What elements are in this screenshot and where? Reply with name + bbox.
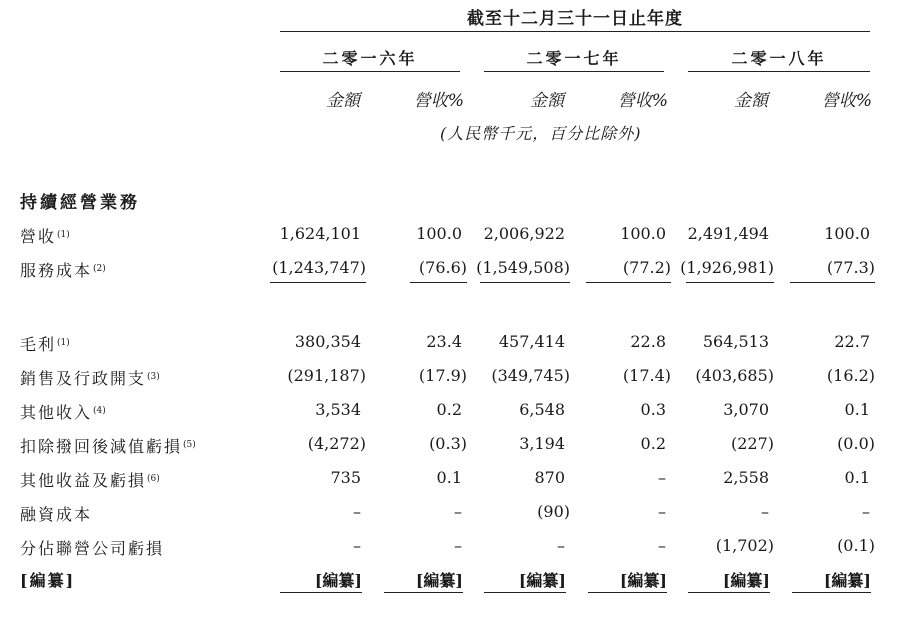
table-cell: (16.2) — [826, 366, 875, 385]
table-cell: 3,070 — [723, 400, 769, 419]
table-cell: (76.6) — [418, 258, 467, 277]
table-cell: [編纂] — [823, 571, 871, 590]
table-cell: 0.1 — [436, 468, 462, 487]
table-cell: (0.0) — [837, 434, 875, 453]
year-header-2018: 二零一八年 — [731, 49, 827, 68]
revenue-pct-header-2017: 營收% — [617, 91, 668, 111]
table-cell: 100.0 — [416, 224, 462, 243]
table-cell: – — [454, 536, 462, 555]
subtotal-rule — [586, 282, 671, 283]
table-cell: 1,624,101 — [279, 224, 361, 243]
amount-header-2016: 金額 — [326, 91, 360, 111]
table-cell: 6,548 — [519, 400, 565, 419]
period-title-rule — [280, 31, 870, 32]
subtotal-rule — [410, 282, 467, 283]
row-label-impairment-losses: 扣除撥回後減值虧損$^{(5)}$ — [20, 437, 196, 456]
table-cell: 564,513 — [702, 332, 769, 351]
table-cell: [編纂] — [415, 571, 463, 590]
table-cell: (0.3) — [429, 434, 467, 453]
row-label-gross-profit: 毛利$^{(1)}$ — [20, 335, 70, 354]
table-cell: 457,414 — [498, 332, 565, 351]
amount-header-2017: 金額 — [530, 91, 564, 111]
table-cell: (1,702) — [715, 536, 774, 555]
table-cell: (77.3) — [826, 258, 875, 277]
table-cell: 3,534 — [315, 400, 361, 419]
table-cell: – — [557, 536, 565, 555]
table-cell: 870 — [534, 468, 565, 487]
amount-header-2018: 金額 — [734, 91, 768, 111]
table-cell: 22.8 — [630, 332, 666, 351]
table-cell: (227) — [730, 434, 774, 453]
table-cell: – — [658, 536, 666, 555]
table-cell: (1,243,747) — [272, 258, 366, 277]
table-cell: (17.4) — [622, 366, 671, 385]
row-label-other-income: 其他收入$^{(4)}$ — [20, 403, 106, 422]
table-cell: 0.1 — [844, 400, 870, 419]
table-cell: (4,272) — [307, 434, 366, 453]
row-label-finance-costs: 融資成本 — [20, 505, 93, 524]
section-title: 持續經營業務 — [20, 193, 140, 213]
table-cell: – — [353, 502, 361, 521]
subtotal-rule — [270, 282, 366, 283]
subtotal-rule — [480, 282, 570, 283]
subtotal-rule — [280, 592, 362, 593]
subtotal-rule — [686, 282, 774, 283]
table-cell: 100.0 — [824, 224, 870, 243]
revenue-pct-header-2018: 營收% — [821, 91, 872, 111]
table-cell: (90) — [537, 502, 570, 521]
table-cell: [編纂] — [722, 571, 770, 590]
table-cell: (1,549,508) — [476, 258, 570, 277]
table-cell: (291,187) — [287, 366, 366, 385]
table-cell: 2,558 — [723, 468, 769, 487]
table-cell: (77.2) — [622, 258, 671, 277]
unit-note: (人民幣千元，百分比除外) — [440, 124, 642, 143]
table-cell: (0.1) — [837, 536, 875, 555]
table-cell: – — [658, 468, 666, 487]
table-cell: 22.7 — [834, 332, 870, 351]
table-cell: – — [353, 536, 361, 555]
row-label-revenue: 營收$^{(1)}$ — [20, 227, 70, 246]
table-cell: 2,006,922 — [483, 224, 565, 243]
subtotal-rule — [792, 592, 871, 593]
table-cell: [編纂] — [518, 571, 566, 590]
table-cell: 0.2 — [436, 400, 462, 419]
subtotal-rule — [688, 592, 770, 593]
year-header-2017: 二零一七年 — [526, 49, 622, 68]
year-rule-2017 — [484, 71, 664, 72]
revenue-pct-header-2016: 營收% — [413, 91, 464, 111]
table-cell: [編纂] — [314, 571, 362, 590]
table-cell: 2,491,494 — [687, 224, 769, 243]
table-cell: 0.3 — [640, 400, 666, 419]
subtotal-rule — [588, 592, 667, 593]
year-rule-2018 — [688, 71, 870, 72]
row-label-redacted: [編纂] — [20, 571, 76, 590]
subtotal-rule — [790, 282, 875, 283]
table-cell: (1,926,981) — [680, 258, 774, 277]
row-label-share-of-associate-losses: 分佔聯營公司虧損 — [20, 539, 165, 558]
table-cell: – — [658, 502, 666, 521]
table-cell: 3,194 — [519, 434, 565, 453]
year-rule-2016 — [280, 71, 460, 72]
table-cell: 735 — [330, 468, 361, 487]
table-cell: (349,745) — [491, 366, 570, 385]
table-cell: 0.1 — [844, 468, 870, 487]
table-cell: 380,354 — [294, 332, 361, 351]
table-cell: – — [862, 502, 870, 521]
year-header-2016: 二零一六年 — [322, 49, 418, 68]
table-cell: 100.0 — [620, 224, 666, 243]
subtotal-rule — [484, 592, 566, 593]
subtotal-rule — [384, 592, 463, 593]
table-cell: (403,685) — [695, 366, 774, 385]
row-label-other-gains-losses: 其他收益及虧損$^{(6)}$ — [20, 471, 160, 490]
table-cell: [編纂] — [619, 571, 667, 590]
row-label-cost-of-services: 服務成本$^{(2)}$ — [20, 261, 106, 280]
table-cell: – — [761, 502, 769, 521]
table-cell: 0.2 — [640, 434, 666, 453]
row-label-selling-admin-expenses: 銷售及行政開支$^{(3)}$ — [20, 369, 160, 388]
table-cell: 23.4 — [426, 332, 462, 351]
table-cell: – — [454, 502, 462, 521]
period-title: 截至十二月三十一日止年度 — [467, 9, 683, 29]
table-cell: (17.9) — [418, 366, 467, 385]
